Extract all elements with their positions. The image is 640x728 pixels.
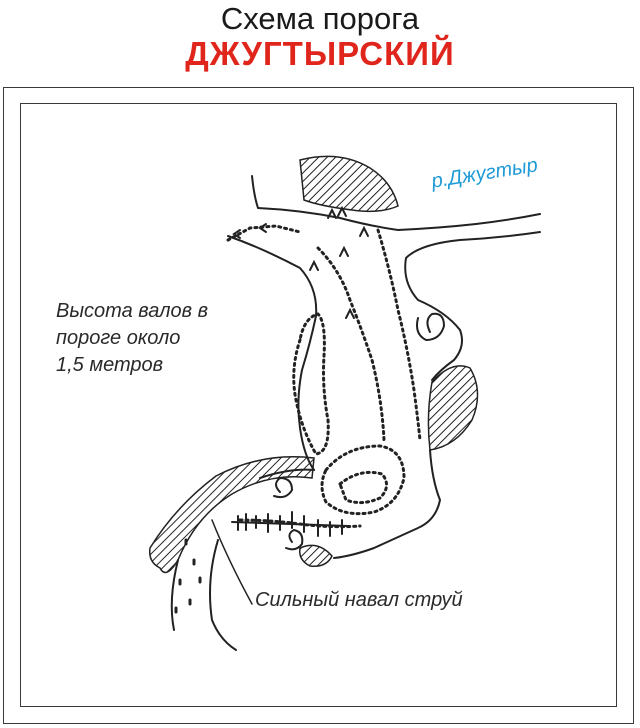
arrow-3 [360, 228, 368, 236]
arrow-4 [340, 248, 348, 256]
wave-height-line-1: Высота валов в [56, 300, 209, 322]
rapid-name: ДЖУГТЫРСКИЙ [185, 35, 455, 72]
rock-top [300, 156, 398, 211]
wave-height-note [56, 298, 276, 379]
eddy-bottom [286, 530, 302, 549]
river-label: р.Джугтыр [430, 154, 540, 193]
bank-left-lower [150, 457, 314, 573]
rock-right [428, 366, 477, 450]
rock-bottom [300, 545, 332, 566]
diagram-title: Схема порога [220, 1, 420, 36]
outflow-bank-a [210, 540, 236, 650]
eddy-left [274, 478, 292, 497]
strong-push-label: Сильный навал струй [255, 589, 463, 611]
right-bank-upper [405, 232, 540, 380]
wave-height-line-3: 1,5 метров [56, 354, 164, 376]
leader-line [212, 520, 252, 604]
island-inner [340, 472, 387, 502]
eddy-right [417, 314, 444, 340]
current-line-right [378, 230, 420, 440]
arrow-5 [346, 310, 354, 318]
current-line-main [318, 248, 384, 440]
wave-height-line-2: пороге около [56, 327, 181, 349]
outflow-bank-b [172, 560, 178, 630]
arrow-8 [310, 262, 318, 270]
